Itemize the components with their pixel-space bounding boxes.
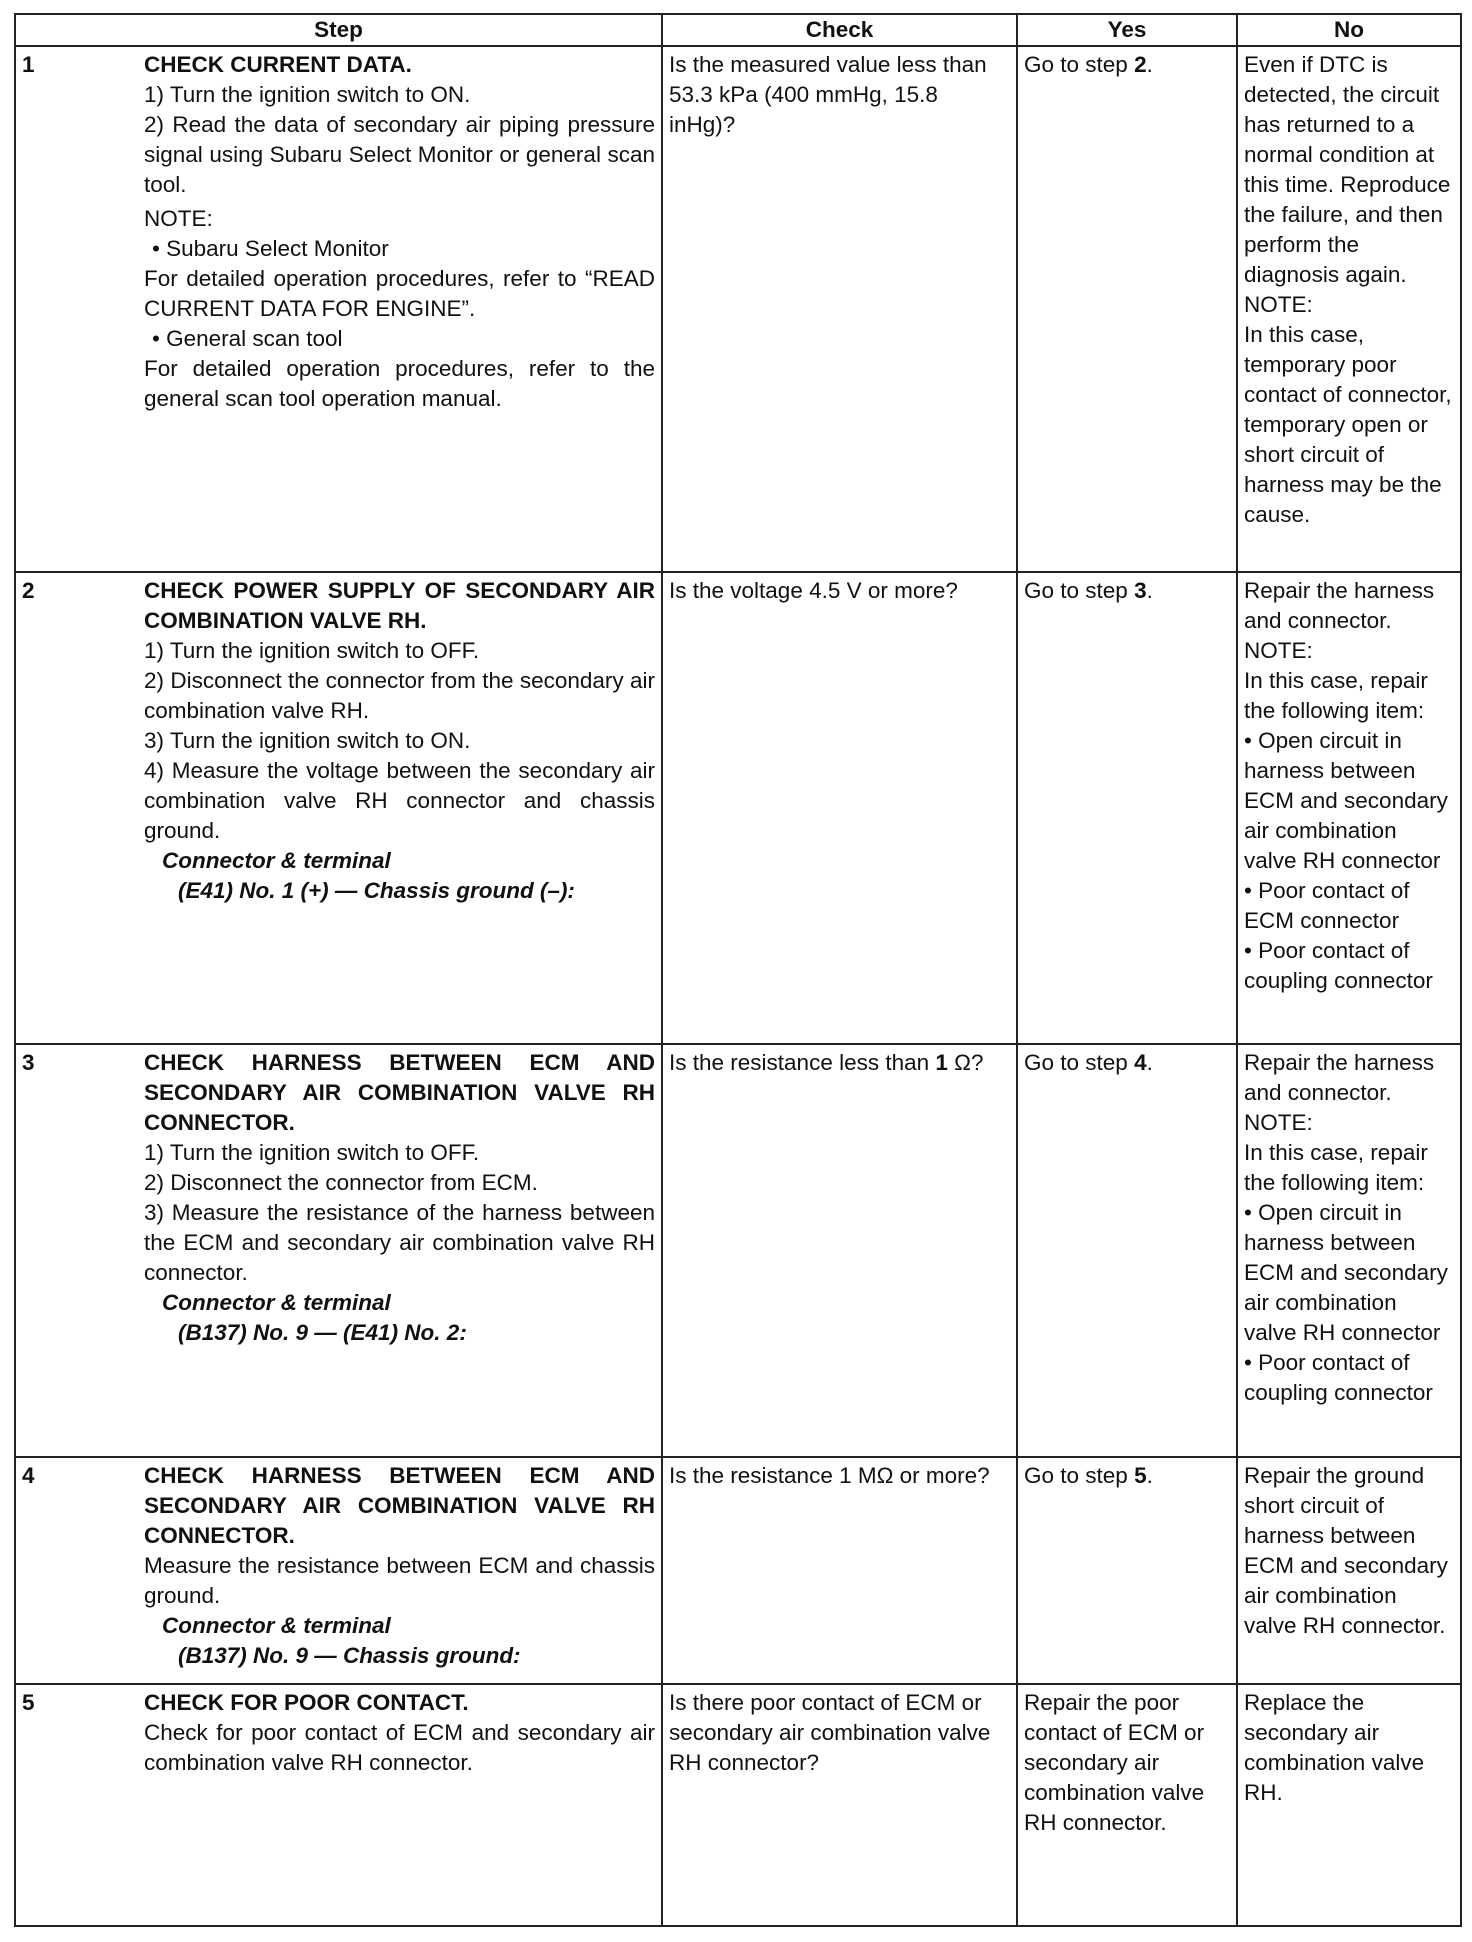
no-cell (1237, 572, 1461, 1044)
check-cell (662, 572, 1017, 1044)
header-no: No (1237, 14, 1461, 46)
header-yes: Yes (1017, 14, 1237, 46)
step-number: 2 (22, 578, 35, 604)
note-label: NOTE: (144, 206, 213, 231)
connector-label: Connector & terminal (162, 1612, 391, 1638)
step-instruction: 3) Turn the ignition switch to ON. (144, 728, 471, 754)
step-cell (15, 1044, 662, 1457)
step-cell (15, 46, 662, 572)
table-row (15, 1457, 1461, 1685)
note-text: For detailed operation procedures, refer to “READ CURRENT DATA FOR ENGINE”. (144, 266, 655, 321)
yes-step: 4 (1134, 1049, 1147, 1075)
no-cell (1237, 1044, 1461, 1457)
check-cell (662, 1684, 1017, 1926)
table-row (15, 572, 1461, 1044)
yes-step: 3 (1134, 578, 1147, 604)
connector-label: Connector & terminal (162, 848, 391, 874)
note-text: For detailed operation procedures, refer to the general scan tool operation manual. (144, 356, 655, 411)
yes-suffix: . (1146, 1049, 1153, 1075)
no-bullet: • Open circuit in harness between ECM and secondary air combination valve RH connector (1244, 1199, 1448, 1345)
header-step: Step (15, 14, 662, 46)
table-row (15, 1684, 1461, 1926)
yes-suffix: . (1146, 52, 1153, 77)
yes-cell (1017, 1044, 1237, 1457)
step-number: 1 (22, 52, 35, 77)
yes-suffix: . (1146, 1462, 1153, 1488)
no-cell (1237, 1684, 1461, 1926)
yes-step: 2 (1134, 52, 1147, 77)
step-number: 5 (22, 1690, 35, 1716)
no-text: Repair the harness and connector. (1244, 578, 1435, 634)
yes-cell (1017, 572, 1237, 1044)
table-row (15, 46, 1461, 572)
step-instruction: 4) Measure the voltage between the secondary air combination valve RH connector and chassis ground. (144, 758, 655, 844)
check-value: 1 (935, 1049, 948, 1075)
no-bullet: • Poor contact of coupling connector (1244, 938, 1433, 994)
no-bullet: • Open circuit in harness between ECM and secondary air combination valve RH connector (1244, 728, 1448, 874)
yes-prefix: Go to step (1024, 1049, 1135, 1075)
check-cell (662, 1044, 1017, 1457)
no-note-label: NOTE: (1244, 1109, 1313, 1135)
table-row (15, 1044, 1461, 1457)
step-title: CHECK POWER SUPPLY OF SECONDARY AIR COMBINATION VALVE RH. (144, 578, 655, 634)
check-text: Is the resistance 1 MΩ or more? (669, 1462, 990, 1488)
connector-terminal: (B137) No. 9 — Chassis ground: (178, 1642, 521, 1668)
check-text: Is there poor contact of ECM or secondary air combination valve RH connector? (669, 1690, 991, 1776)
check-prefix: Is the resistance less than (669, 1049, 936, 1075)
no-text: In this case, repair the following item: (1244, 1139, 1428, 1195)
check-suffix: Ω? (947, 1049, 984, 1075)
step-instruction: 1) Turn the ignition switch to ON. (144, 82, 471, 107)
no-text: Repair the ground short circuit of harness between ECM and secondary air combination valve RH connector. (1244, 1462, 1448, 1638)
yes-cell (1017, 1457, 1237, 1685)
yes-cell (1017, 46, 1237, 572)
step-title: CHECK CURRENT DATA. (144, 52, 412, 77)
yes-text: Repair the poor contact of ECM or secondary air combination valve RH connector. (1024, 1690, 1205, 1836)
no-bullet: • Poor contact of ECM connector (1244, 878, 1410, 934)
step-instruction: 2) Read the data of secondary air piping pressure signal using Subaru Select Monitor or general scan tool. (144, 112, 655, 197)
step-instruction: 2) Disconnect the connector from ECM. (144, 1169, 538, 1195)
connector-terminal: (E41) No. 1 (+) — Chassis ground (–): (178, 878, 575, 904)
diagnosis-table (14, 13, 1462, 1927)
check-text: Is the measured value less than 53.3 kPa (400 mmHg, 15.8 inHg)? (669, 52, 987, 137)
yes-cell (1017, 1684, 1237, 1926)
note-bullet: • Subaru Select Monitor (152, 236, 389, 261)
check-text: Is the voltage 4.5 V or more? (669, 578, 958, 604)
no-bullet: • Poor contact of coupling connector (1244, 1349, 1433, 1405)
no-text: Even if DTC is detected, the circuit has returned to a normal condition at this time. Reproduce the failure, and then perform the diagnosis again. (1244, 52, 1451, 287)
step-cell (15, 1684, 662, 1926)
no-text: In this case, repair the following item: (1244, 668, 1428, 724)
no-text: Replace the secondary air combination valve RH. (1244, 1690, 1425, 1806)
step-instruction: Check for poor contact of ECM and secondary air combination valve RH connector. (144, 1720, 655, 1776)
step-instruction: 1) Turn the ignition switch to OFF. (144, 638, 480, 664)
yes-prefix: Go to step (1024, 1462, 1135, 1488)
no-cell (1237, 1457, 1461, 1685)
step-instruction: 1) Turn the ignition switch to OFF. (144, 1139, 480, 1165)
yes-prefix: Go to step (1024, 578, 1135, 604)
header-row (15, 14, 1461, 46)
step-instruction: Measure the resistance between ECM and chassis ground. (144, 1552, 655, 1608)
yes-step: 5 (1134, 1462, 1147, 1488)
note-bullet: • General scan tool (152, 326, 343, 351)
header-check: Check (662, 14, 1017, 46)
step-title: CHECK HARNESS BETWEEN ECM AND SECONDARY AIR COMBINATION VALVE RH CONNECTOR. (144, 1462, 655, 1548)
connector-label: Connector & terminal (162, 1289, 391, 1315)
check-cell (662, 1457, 1017, 1685)
step-title: CHECK FOR POOR CONTACT. (144, 1690, 469, 1716)
step-instruction: 3) Measure the resistance of the harness between the ECM and secondary air combination valve RH connector. (144, 1199, 655, 1285)
yes-prefix: Go to step (1024, 52, 1135, 77)
no-note-label: NOTE: (1244, 292, 1313, 317)
no-cell (1237, 46, 1461, 572)
step-title: CHECK HARNESS BETWEEN ECM AND SECONDARY AIR COMBINATION VALVE RH CONNECTOR. (144, 1049, 655, 1135)
step-instruction: 2) Disconnect the connector from the secondary air combination valve RH. (144, 668, 655, 724)
step-number: 4 (22, 1462, 35, 1488)
check-cell (662, 46, 1017, 572)
no-note-label: NOTE: (1244, 638, 1313, 664)
no-text: Repair the harness and connector. (1244, 1049, 1435, 1105)
no-text: In this case, temporary poor contact of connector, temporary open or short circuit of harness may be the cause. (1244, 322, 1452, 527)
connector-terminal: (B137) No. 9 — (E41) No. 2: (178, 1319, 467, 1345)
step-number: 3 (22, 1049, 35, 1075)
yes-suffix: . (1146, 578, 1153, 604)
step-cell (15, 572, 662, 1044)
step-cell (15, 1457, 662, 1685)
